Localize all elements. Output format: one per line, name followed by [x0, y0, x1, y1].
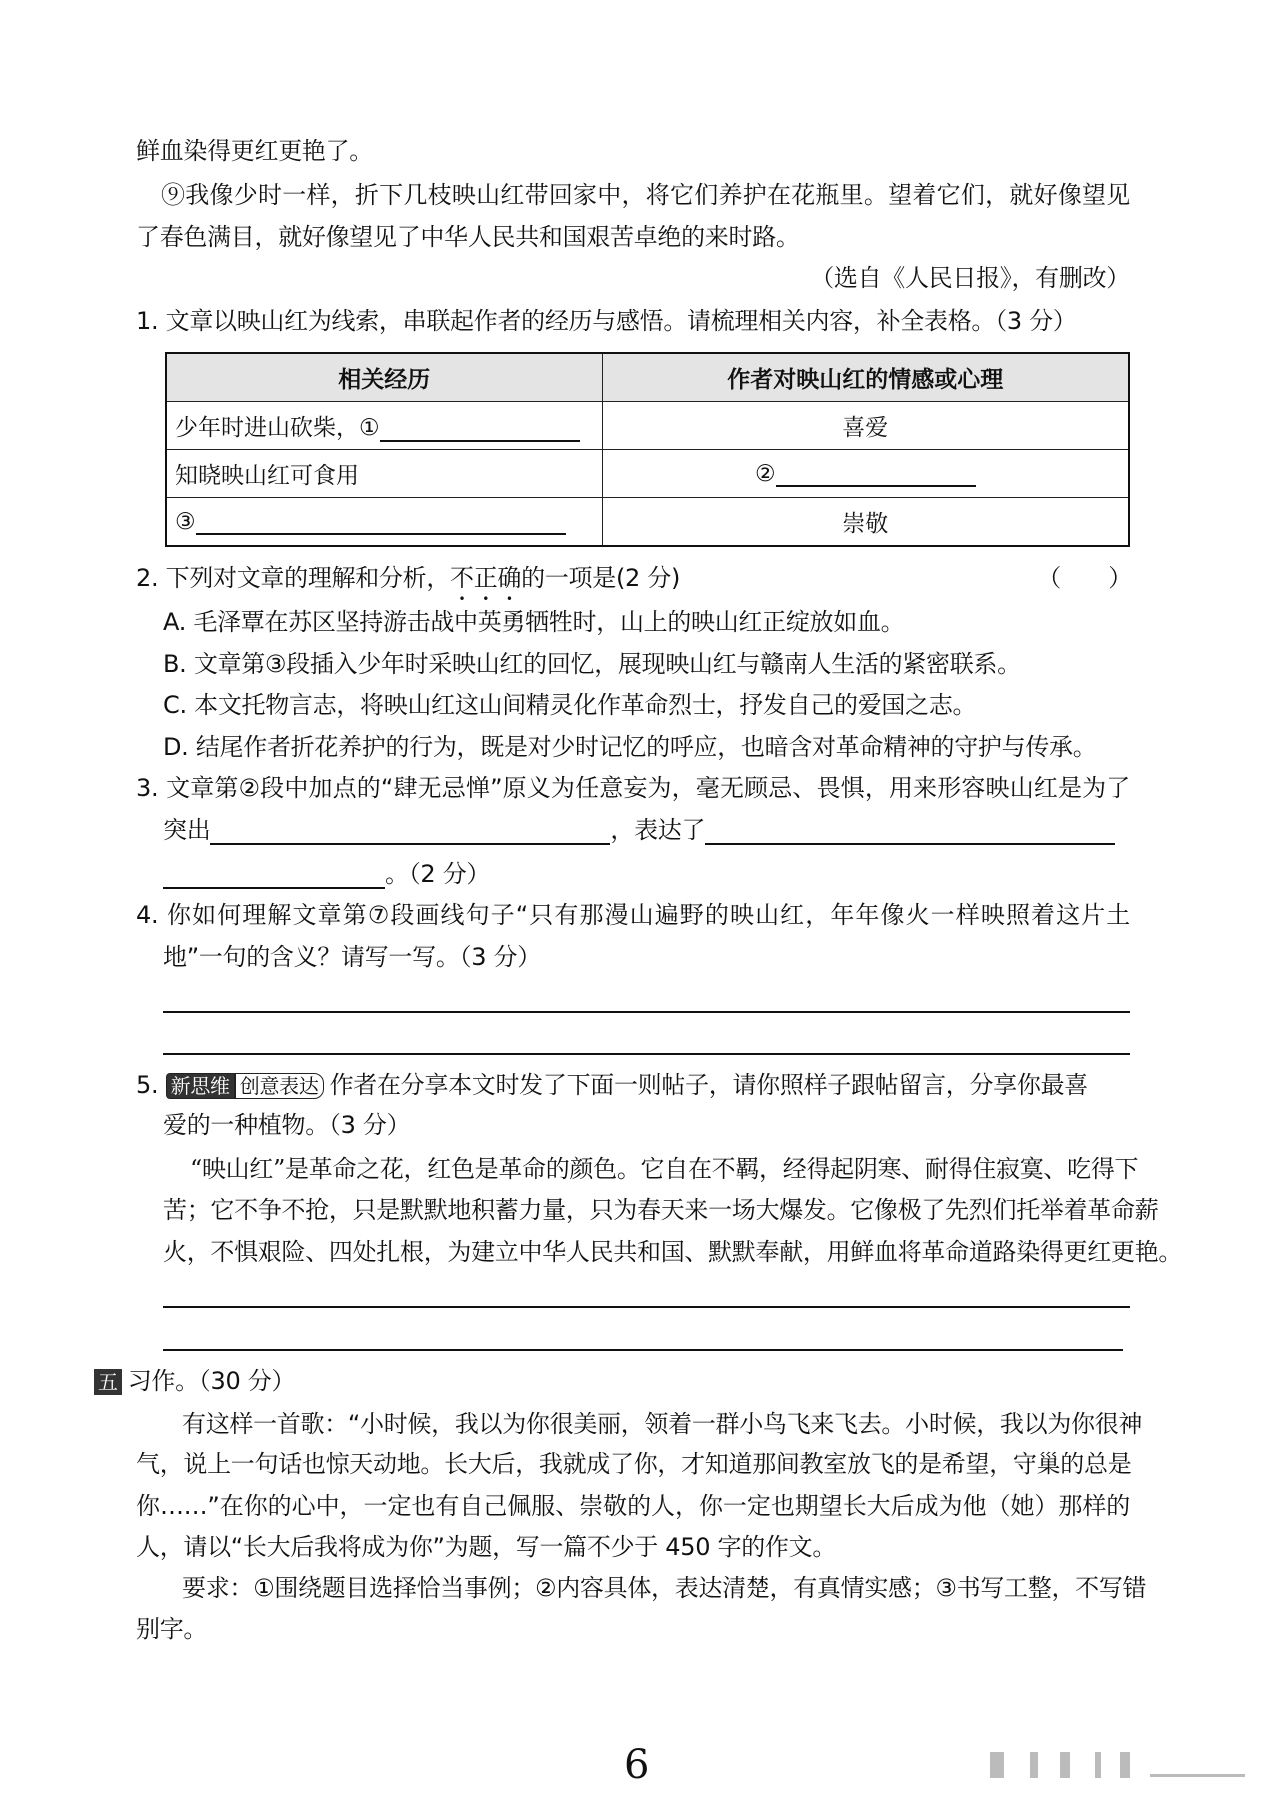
q2-prompt: [136, 563, 680, 606]
q2-option-a: A. 毛泽覃在苏区坚持游击战中英勇牺牲时，山上的映山红正绽放如血。: [163, 608, 905, 636]
q2-prompt-text: 的一项是(2 分): [521, 564, 681, 592]
q5-post-line: 苦；它不争不抢，只是默默地积蓄力量，只为春天来一场大爆发。它像极了先烈们托举着革命薪: [163, 1196, 1159, 1224]
tag-creative-expression: 创意表达: [235, 1073, 324, 1099]
q2-emphasis: 不正确: [450, 564, 522, 592]
answer-line[interactable]: [163, 1011, 1130, 1013]
q1-table: [165, 352, 1130, 547]
answer-blank[interactable]: [210, 821, 610, 845]
page-number: 6: [624, 1742, 650, 1788]
section-heading: [94, 1366, 295, 1396]
q5-prompt-text: 作者在分享本文时发了下面一则帖子，请你照样子跟帖留言，分享你最喜: [329, 1071, 1088, 1099]
answer-blank-3[interactable]: [196, 511, 566, 535]
watermark-marks: [990, 1752, 1255, 1778]
q4-prompt: 4. 你如何理解文章第⑦段画线句子“只有那漫山遍野的映山红，年年像火一样映照着这片土: [136, 901, 1130, 929]
passage-source: （选自《人民日报》，有删改）: [810, 264, 1130, 292]
table-row: [166, 402, 1129, 450]
section-badge: 五: [94, 1369, 122, 1395]
cell-experience: 知晓映山红可食用: [166, 450, 602, 498]
q3-line3: [163, 859, 490, 889]
answer-blank[interactable]: [705, 821, 1115, 845]
table-header: 作者对映山红的情感或心理: [602, 353, 1129, 402]
answer-blank-1[interactable]: [380, 418, 580, 442]
passage-line: 鲜血染得更红更艳了。: [136, 137, 373, 165]
section-title: 习作。（30 分）: [127, 1367, 296, 1395]
tag-new-thinking: 新思维: [166, 1073, 235, 1099]
q2-option-b: B. 文章第③段插入少年时采映山红的回忆，展现映山红与赣南人生活的紧密联系。: [163, 650, 1021, 678]
essay-requirements: 要求：①围绕题目选择恰当事例；②内容具体，表达清楚，有真情实感；③书写工整，不写错: [182, 1574, 1147, 1602]
table-row: [166, 498, 1129, 547]
table-row: [166, 450, 1129, 498]
q4-prompt-cont: 地”一句的含义？请写一写。（3 分）: [163, 943, 541, 971]
q2-answer-paren[interactable]: （ ）: [1037, 564, 1132, 592]
table-header: 相关经历: [166, 353, 602, 402]
answer-blank-2[interactable]: [776, 463, 976, 487]
cell-experience: 少年时进山砍柴，①: [175, 415, 380, 441]
essay-prompt-line: 气，说上一句话也惊天动地。长大后，我就成了你，才知道那间教室放飞的是希望，守巢的总是: [136, 1450, 1132, 1478]
q5-number: 5.: [136, 1071, 159, 1099]
essay-prompt-line: 人，请以“长大后我将成为你”为题，写一篇不少于 450 字的作文。: [136, 1533, 837, 1561]
answer-line[interactable]: [163, 1053, 1130, 1055]
cell-feeling: 崇敬: [602, 498, 1129, 547]
q3-score: 。（2 分）: [385, 860, 491, 888]
q1-prompt: 1. 文章以映山红为线索，串联起作者的经历与感悟。请梳理相关内容，补全表格。（3 分）: [136, 307, 1077, 335]
q2-option-c: C. 本文托物言志，将映山红这山间精灵化作革命烈士，抒发自己的爱国之志。: [163, 691, 977, 719]
q3-prompt: 3. 文章第②段中加点的“肆无忌惮”原义为任意妄为，毫无顾忌、畏惧，用来形容映山红是为了: [136, 774, 1130, 802]
answer-blank[interactable]: [163, 865, 385, 889]
q2-option-d: D. 结尾作者折花养护的行为，既是对少时记忆的呼应，也暗含对革命精神的守护与传承。: [163, 733, 1097, 761]
cell-feeling: ②: [754, 460, 776, 487]
q3-label: 突出: [163, 816, 211, 844]
q5-post-line: “映山红”是革命之花，红色是革命的颜色。它自在不羁，经得起阴寒、耐得住寂寞、吃得下: [190, 1155, 1139, 1183]
q2-prompt-text: 2. 下列对文章的理解和分析，: [136, 564, 451, 592]
essay-prompt-line: 有这样一首歌：“小时候，我以为你很美丽，领着一群小鸟飞来飞去。小时候，我以为你很神: [182, 1410, 1143, 1438]
q5-post-line: 火，不惧艰险、四处扎根，为建立中华人民共和国、默默奉献，用鲜血将革命道路染得更红更艳。: [163, 1238, 1183, 1266]
cell-experience: ③: [175, 508, 196, 535]
cell-feeling: 喜爱: [602, 402, 1129, 450]
q5-prompt: [136, 1070, 1088, 1100]
q3-label: ，表达了: [610, 816, 706, 844]
passage-para9: ⑨我像少时一样，折下几枝映山红带回家中，将它们养护在花瓶里。望着它们，就好像望见: [161, 181, 1130, 209]
q3-line2: [163, 815, 1115, 845]
essay-prompt-line: 你……”在你的心中，一定也有自己佩服、崇敬的人，你一定也期望长大后成为他（她）那样的: [136, 1492, 1130, 1520]
answer-line[interactable]: [163, 1349, 1123, 1351]
essay-requirements-cont: 别字。: [136, 1615, 208, 1643]
answer-line[interactable]: [163, 1306, 1130, 1308]
passage-para9-cont: 了春色满目，就好像望见了中华人民共和国艰苦卓绝的来时路。: [136, 223, 800, 251]
q5-prompt-cont: 爱的一种植物。（3 分）: [163, 1111, 411, 1139]
